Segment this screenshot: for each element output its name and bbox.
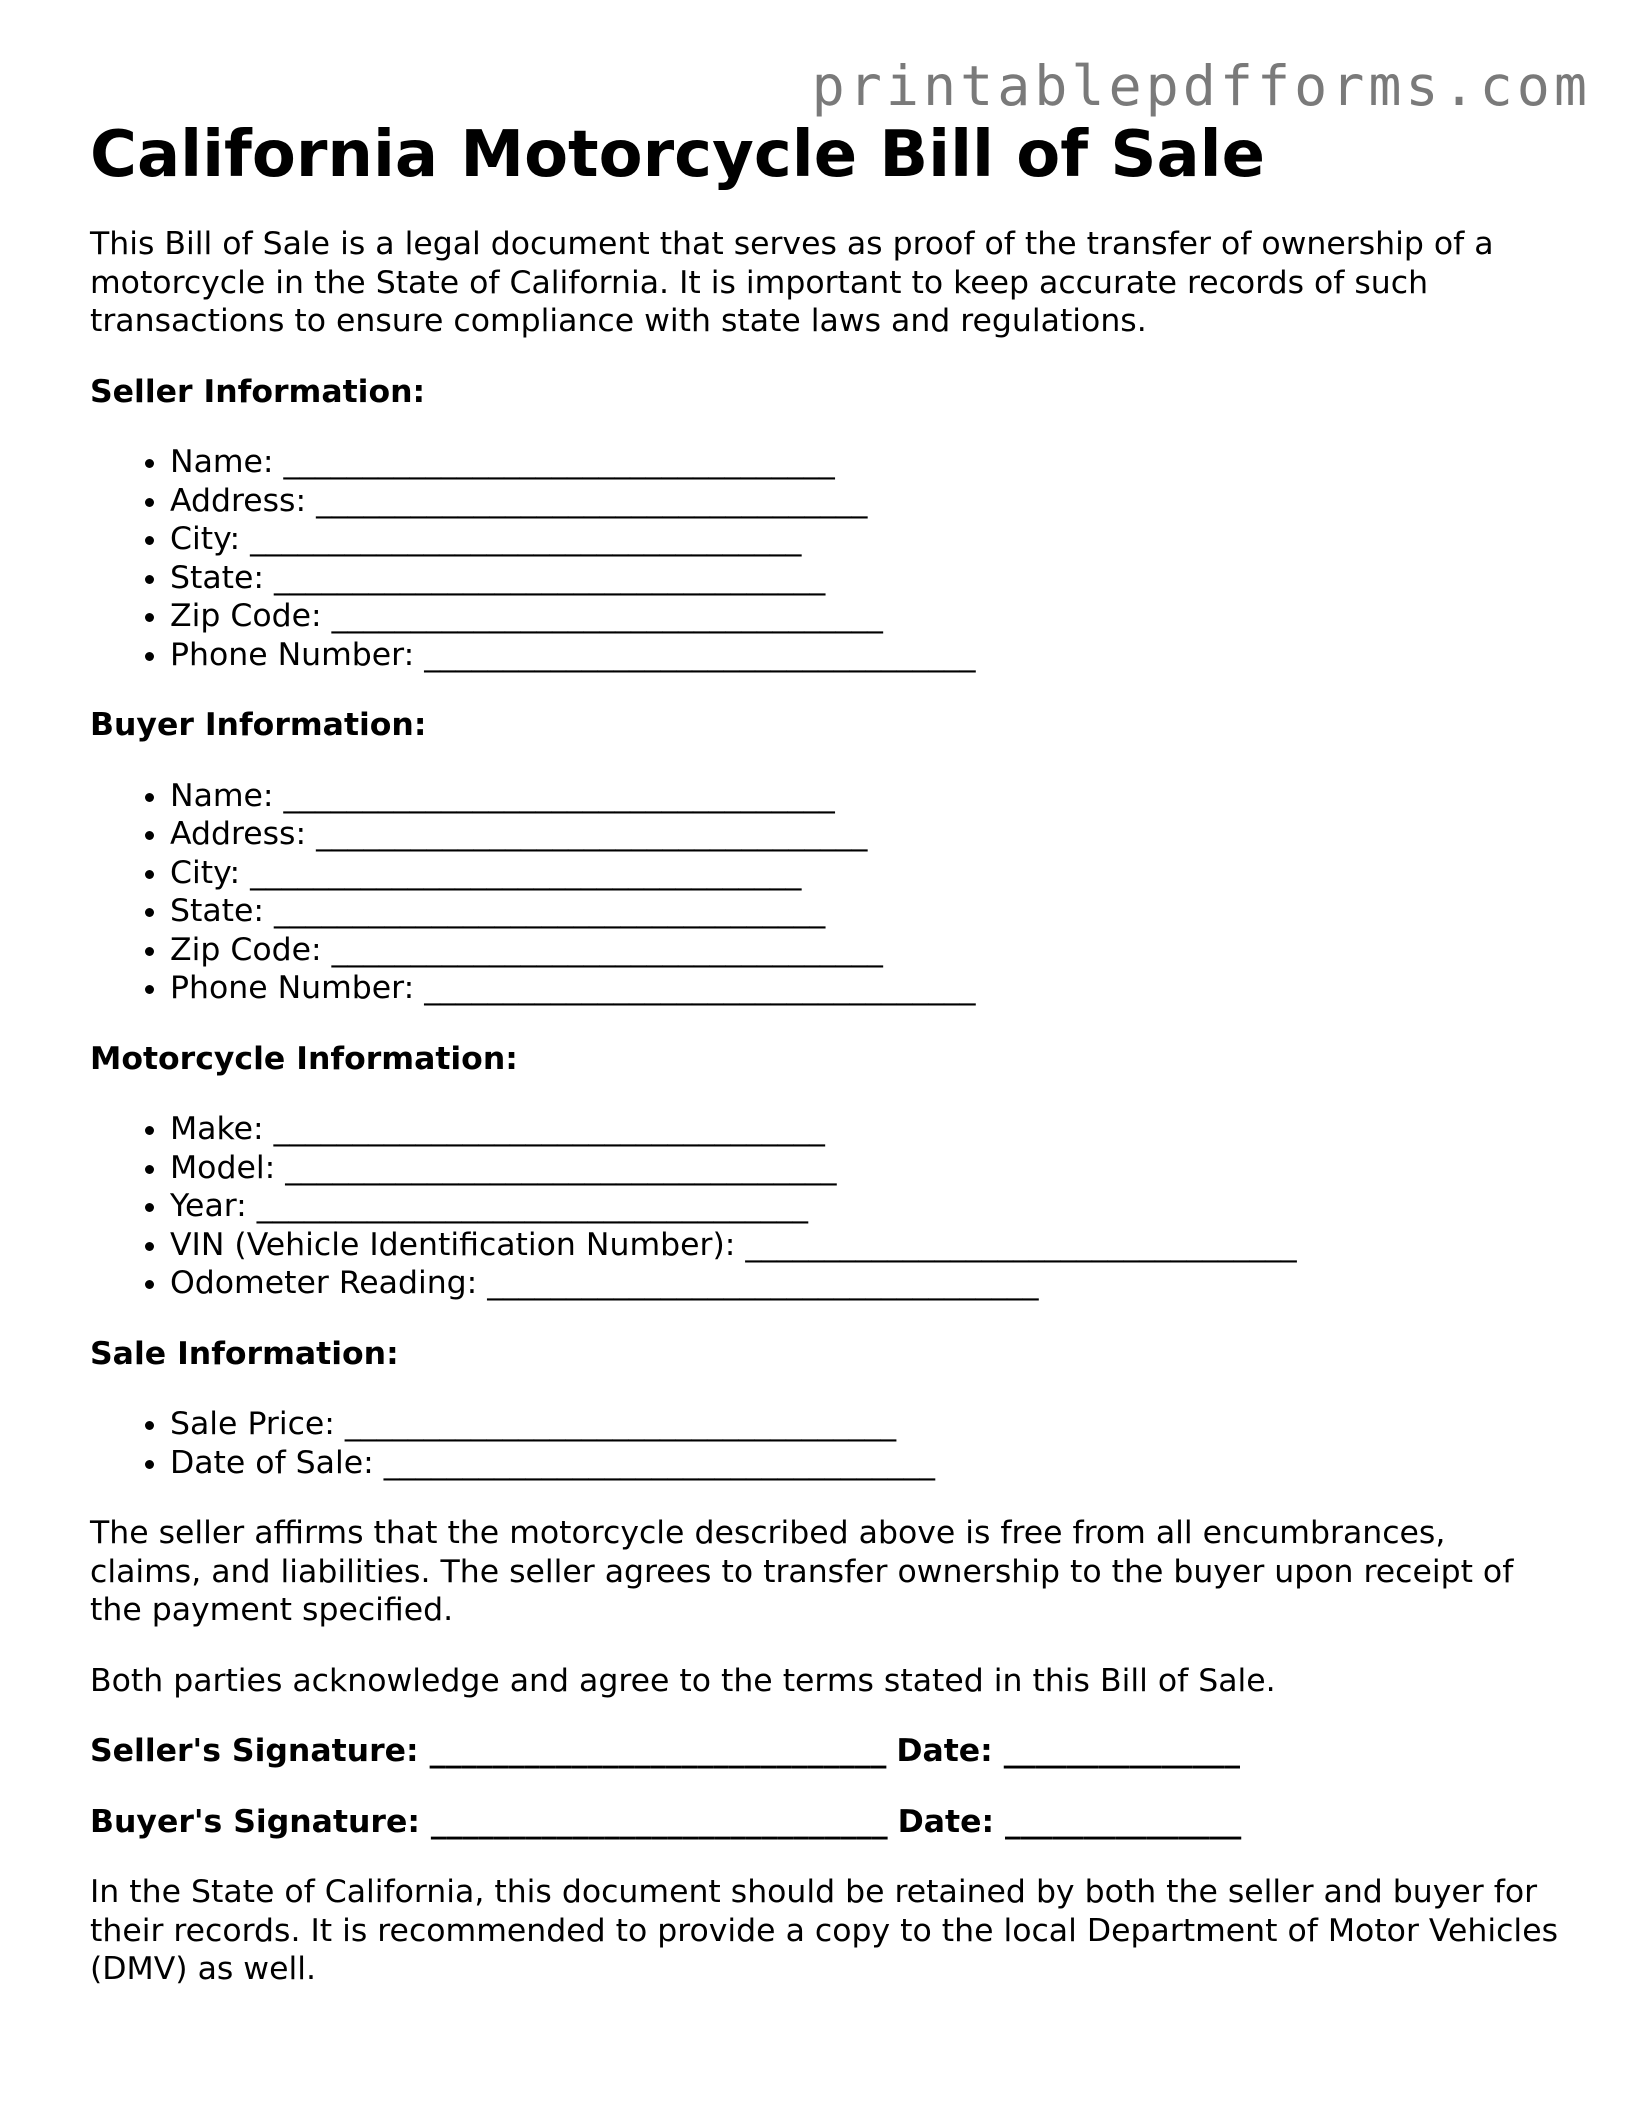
buyer-city-field[interactable]: • City: ___________________________________ [170,854,1560,893]
buyer-phone-field[interactable]: • Phone Number: ___________________________________ [170,969,1560,1008]
seller-address-field[interactable]: • Address: ___________________________________ [170,482,1560,521]
seller-section-heading: Seller Information: [90,373,426,410]
motorcycle-year-field[interactable]: • Year: ___________________________________ [170,1187,1560,1226]
sale-section-heading: Sale Information: [90,1335,399,1372]
motorcycle-make-field[interactable]: • Make: ___________________________________ [170,1110,1560,1149]
closing-paragraph: In the State of California, this document should be retained by both the seller and buyer for their records. It is recommended to provide a copy to the local Department of Motor Vehicles (DMV) as well. [90,1874,1558,1987]
buyer-field-list [90,777,1560,1008]
seller-state-field[interactable]: • State: ___________________________________ [170,559,1560,598]
sale-price-field[interactable]: • Sale Price: ___________________________________ [170,1405,1560,1444]
seller-field-list [90,443,1560,674]
seller-name-field[interactable]: • Name: ___________________________________ [170,443,1560,482]
seller-date-field[interactable]: Date: _______________ [896,1733,1240,1769]
motorcycle-odometer-field[interactable]: • Odometer Reading: ___________________________________ [170,1264,1560,1303]
buyer-date-field[interactable]: Date: _______________ [897,1803,1242,1840]
buyer-section-heading: Buyer Information: [90,707,427,743]
motorcycle-field-list [90,1110,1560,1303]
intro-paragraph: This Bill of Sale is a legal document that serves as proof of the transfer of ownership of a motorcycle in the State of California. It is important to keep accurate records of such transactions to ensure compliance with state laws and regulations. [90,226,1494,339]
buyer-state-field[interactable]: • State: ___________________________________ [170,892,1560,931]
seller-signature-line [90,1732,1560,1771]
motorcycle-model-field[interactable]: • Model: ___________________________________ [170,1149,1560,1188]
buyer-signature-line [90,1803,1560,1842]
watermark: printablepdfforms.com [811,54,1591,118]
seller-phone-field[interactable]: • Phone Number: ___________________________________ [170,636,1560,675]
seller-signature-field[interactable]: Seller's Signature: _____________________________ [90,1733,887,1769]
buyer-name-field[interactable]: • Name: ___________________________________ [170,777,1560,816]
buyer-address-field[interactable]: • Address: ___________________________________ [170,815,1560,854]
affirmation-paragraph: The seller affirms that the motorcycle described above is free from all encumbrances, claims, and liabilities. The seller agrees to transfer ownership to the buyer upon receipt of the payment specified. [90,1515,1514,1628]
motorcycle-vin-field[interactable]: • VIN (Vehicle Identification Number): ___________________________________ [170,1226,1560,1265]
sale-date-field[interactable]: • Date of Sale: ___________________________________ [170,1444,1560,1483]
document-title: California Motorcycle Bill of Sale [90,118,1265,192]
document-body [90,112,1560,1989]
sale-field-list [90,1405,1560,1482]
acknowledgement-paragraph: Both parties acknowledge and agree to the terms stated in this Bill of Sale. [90,1662,1276,1699]
seller-city-field[interactable]: • City: ___________________________________ [170,520,1560,559]
seller-zip-field[interactable]: • Zip Code: ___________________________________ [170,597,1560,636]
motorcycle-section-heading: Motorcycle Information: [90,1040,518,1077]
buyer-zip-field[interactable]: • Zip Code: ___________________________________ [170,931,1560,970]
buyer-signature-field[interactable]: Buyer's Signature: _____________________________ [90,1803,888,1840]
